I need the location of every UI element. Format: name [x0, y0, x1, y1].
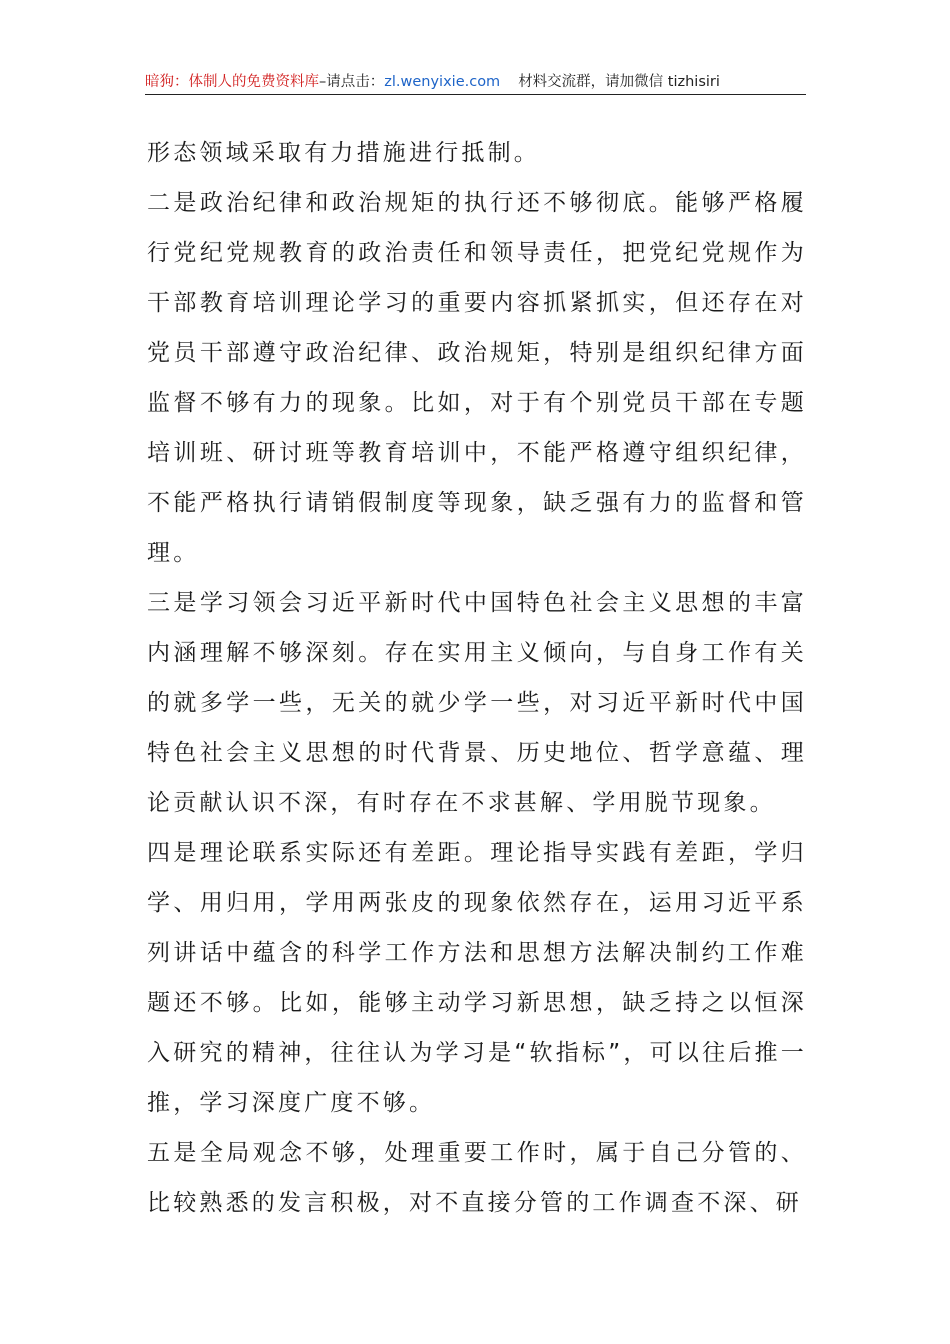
paragraph-point-3: 三是学习领会习近平新时代中国特色社会主义思想的丰富内涵理解不够深刻。存在实用主义倾向，与自身工作有关的就多学一些，无关的就少学一些，对习近平新时代中国特色社会主义思想的时代背景、历史地位、哲学意蕴、理论贡献认识不深，有时存在不求甚解、学用脱节现象。: [147, 590, 807, 816]
header-contact: 材料交流群，请加微信 tizhisiri: [518, 74, 720, 90]
page-header: [145, 66, 806, 95]
paragraph-continuation: 形态领域采取有力措施进行抵制。: [147, 140, 540, 166]
header-prompt: –请点击：: [319, 74, 385, 90]
paragraph-point-4: 四是理论联系实际还有差距。理论指导实践有差距，学归学、用归用，学用两张皮的现象依然存在，运用习近平系列讲话中蕴含的科学工作方法和思想方法解决制约工作难题还不够。比如，能够主动学习新思想，缺乏持之以恒深入研究的精神，往往认为学习是“软指标”，可以往后推一推，学习深度广度不够。: [147, 840, 807, 1116]
paragraph-point-5: 五是全局观念不够，处理重要工作时，属于自己分管的、比较熟悉的发言积极，对不直接分管的工作调查不深、研: [147, 1140, 807, 1216]
header-site-name: 暗狗：体制人的免费资料库: [145, 74, 319, 90]
header-link[interactable]: zl.wenyixie.com: [384, 74, 501, 90]
paragraph-point-2: 二是政治纪律和政治规矩的执行还不够彻底。能够严格履行党纪党规教育的政治责任和领导责任，把党纪党规作为干部教育培训理论学习的重要内容抓紧抓实，但还存在对党员干部遵守政治纪律、政治规矩，特别是组织纪律方面监督不够有力的现象。比如，对于有个别党员干部在专题培训班、研讨班等教育培训中，不能严格遵守组织纪律，不能严格执行请销假制度等现象，缺乏强有力的监督和管理。: [147, 190, 807, 566]
document-body: [147, 128, 807, 1228]
